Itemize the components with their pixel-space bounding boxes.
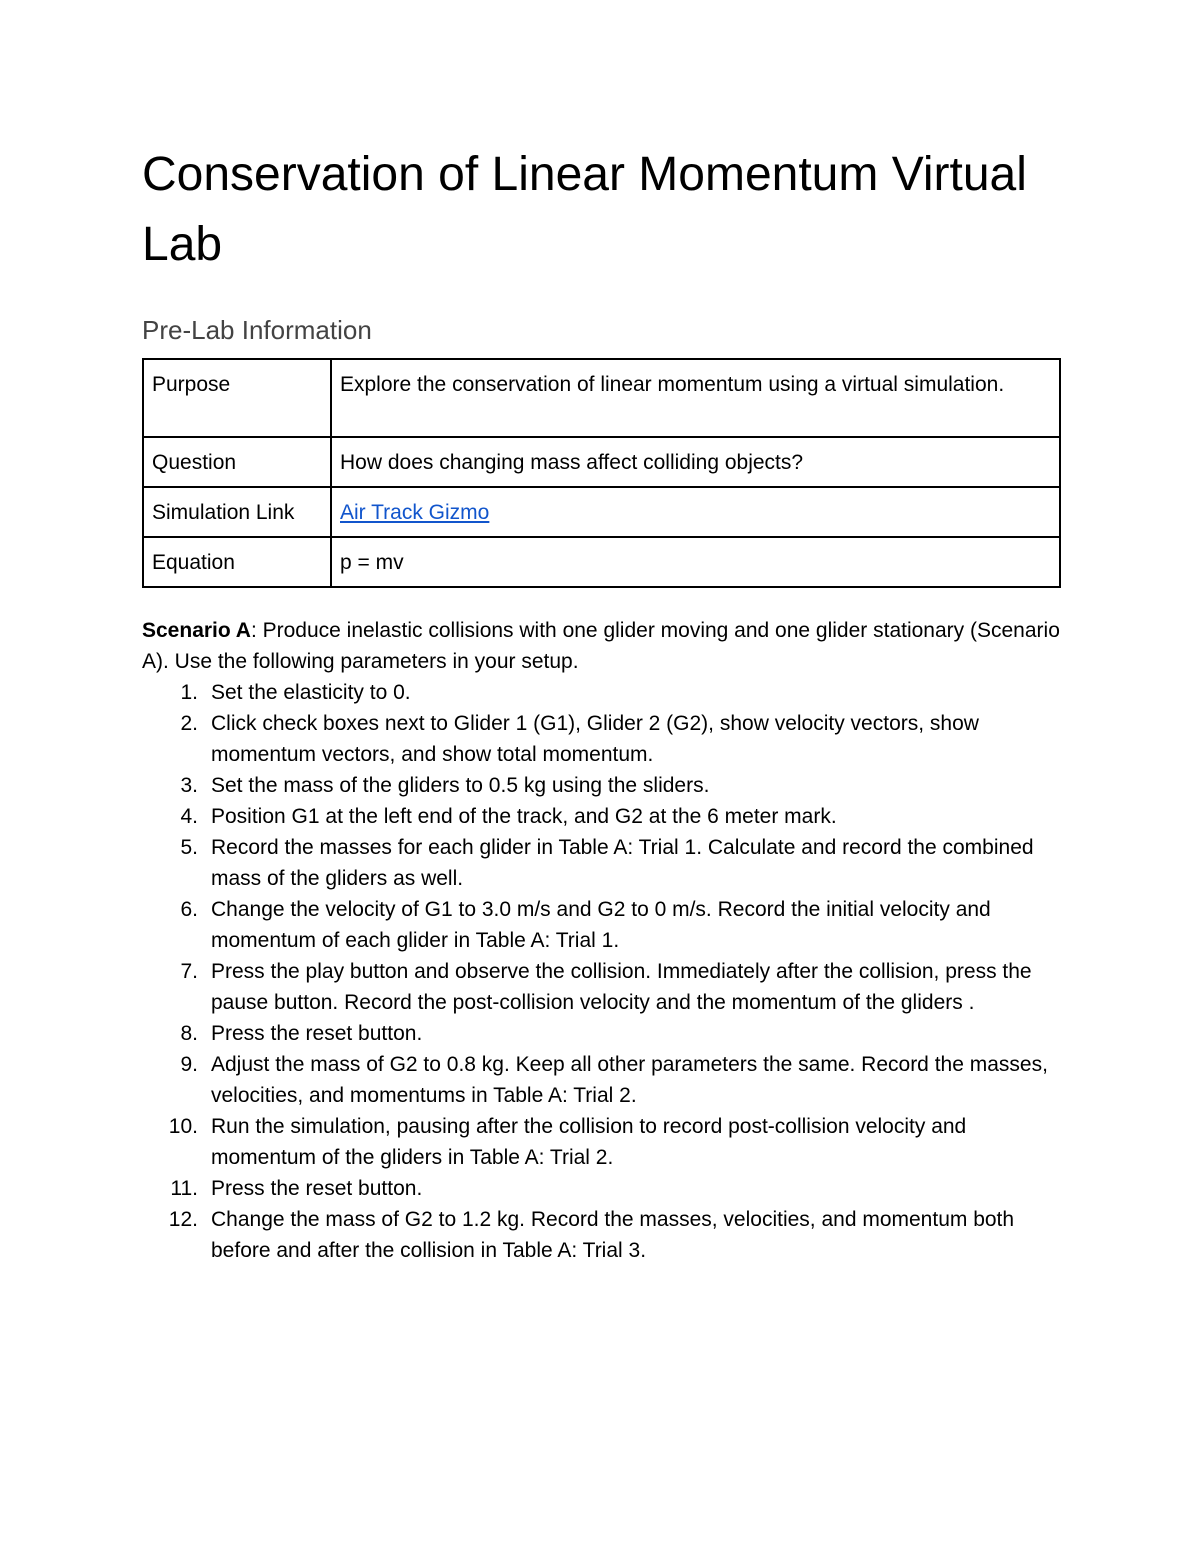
table-cell-value: Explore the conservation of linear momentum using a virtual simulation. <box>331 359 1060 437</box>
list-item <box>142 708 1062 770</box>
step-number: 3. <box>180 774 198 797</box>
table-row <box>143 537 1060 587</box>
table-cell-key: Question <box>143 437 331 487</box>
table-row <box>143 359 1060 437</box>
document-title: Conservation of Linear Momentum Virtual Lab <box>142 148 1027 271</box>
step-number: 2. <box>180 712 198 735</box>
list-item <box>142 770 1062 801</box>
step-text: Position G1 at the left end of the track, and G2 at the 6 meter mark. <box>211 805 837 828</box>
step-number: 12. <box>168 1208 198 1231</box>
table-cell-key: Simulation Link <box>143 487 331 537</box>
step-text: Run the simulation, pausing after the collision to record post-collision velocity and momentum of the gliders in Table A: Trial 2. <box>211 1115 967 1169</box>
step-text: Click check boxes next to Glider 1 (G1), Glider 2 (G2), show velocity vectors, show momentum vectors, and show total momentum. <box>211 712 979 766</box>
table-cell-value <box>331 487 1060 537</box>
table-cell-value: How does changing mass affect colliding objects? <box>331 437 1060 487</box>
step-number: 1. <box>180 681 198 704</box>
list-item <box>142 1204 1062 1266</box>
steps-list <box>142 677 1062 1266</box>
list-item <box>142 1018 1062 1049</box>
step-number: 7. <box>180 960 198 983</box>
scenario-label: Scenario A <box>142 619 251 642</box>
scenario-intro <box>142 615 1062 677</box>
step-number: 6. <box>180 898 198 921</box>
simulation-link[interactable]: Air Track Gizmo <box>340 501 490 524</box>
step-number: 9. <box>180 1053 198 1076</box>
step-text: Adjust the mass of G2 to 0.8 kg. Keep all other parameters the same. Record the masses, velocities, and momentums in Table A: Trial 2. <box>211 1053 1048 1107</box>
step-number: 8. <box>180 1022 198 1045</box>
step-text: Press the play button and observe the collision. Immediately after the collision, press the pause button. Record the post-collision velocity and the momentum of the gliders . <box>211 960 1032 1014</box>
step-number: 4. <box>180 805 198 828</box>
list-item <box>142 956 1062 1018</box>
prelab-table <box>142 358 1061 588</box>
table-row <box>143 487 1060 537</box>
prelab-heading: Pre-Lab Information <box>142 315 372 345</box>
step-text: Change the velocity of G1 to 3.0 m/s and G2 to 0 m/s. Record the initial velocity and momentum of each glider in Table A: Trial 1. <box>211 898 991 952</box>
table-cell-key: Equation <box>143 537 331 587</box>
table-row <box>143 437 1060 487</box>
step-number: 5. <box>180 836 198 859</box>
list-item <box>142 1173 1062 1204</box>
step-text: Press the reset button. <box>211 1177 423 1200</box>
step-text: Record the masses for each glider in Table A: Trial 1. Calculate and record the combined mass of the gliders as well. <box>211 836 1034 890</box>
step-text: Press the reset button. <box>211 1022 423 1045</box>
list-item <box>142 801 1062 832</box>
step-text: Set the elasticity to 0. <box>211 681 411 704</box>
step-number: 11. <box>170 1177 198 1200</box>
table-cell-key: Purpose <box>143 359 331 437</box>
table-cell-value: p = mv <box>331 537 1060 587</box>
list-item <box>142 832 1062 894</box>
list-item <box>142 1049 1062 1111</box>
step-text: Set the mass of the gliders to 0.5 kg using the sliders. <box>211 774 710 797</box>
list-item <box>142 1111 1062 1173</box>
scenario-text: : Produce inelastic collisions with one glider moving and one glider stationary (Scenario A). Use the following parameters in your setup. <box>142 619 1060 673</box>
step-number: 10. <box>168 1115 198 1138</box>
list-item <box>142 677 1062 708</box>
step-text: Change the mass of G2 to 1.2 kg. Record the masses, velocities, and momentum both before and after the collision in Table A: Trial 3. <box>211 1208 1015 1262</box>
list-item <box>142 894 1062 956</box>
